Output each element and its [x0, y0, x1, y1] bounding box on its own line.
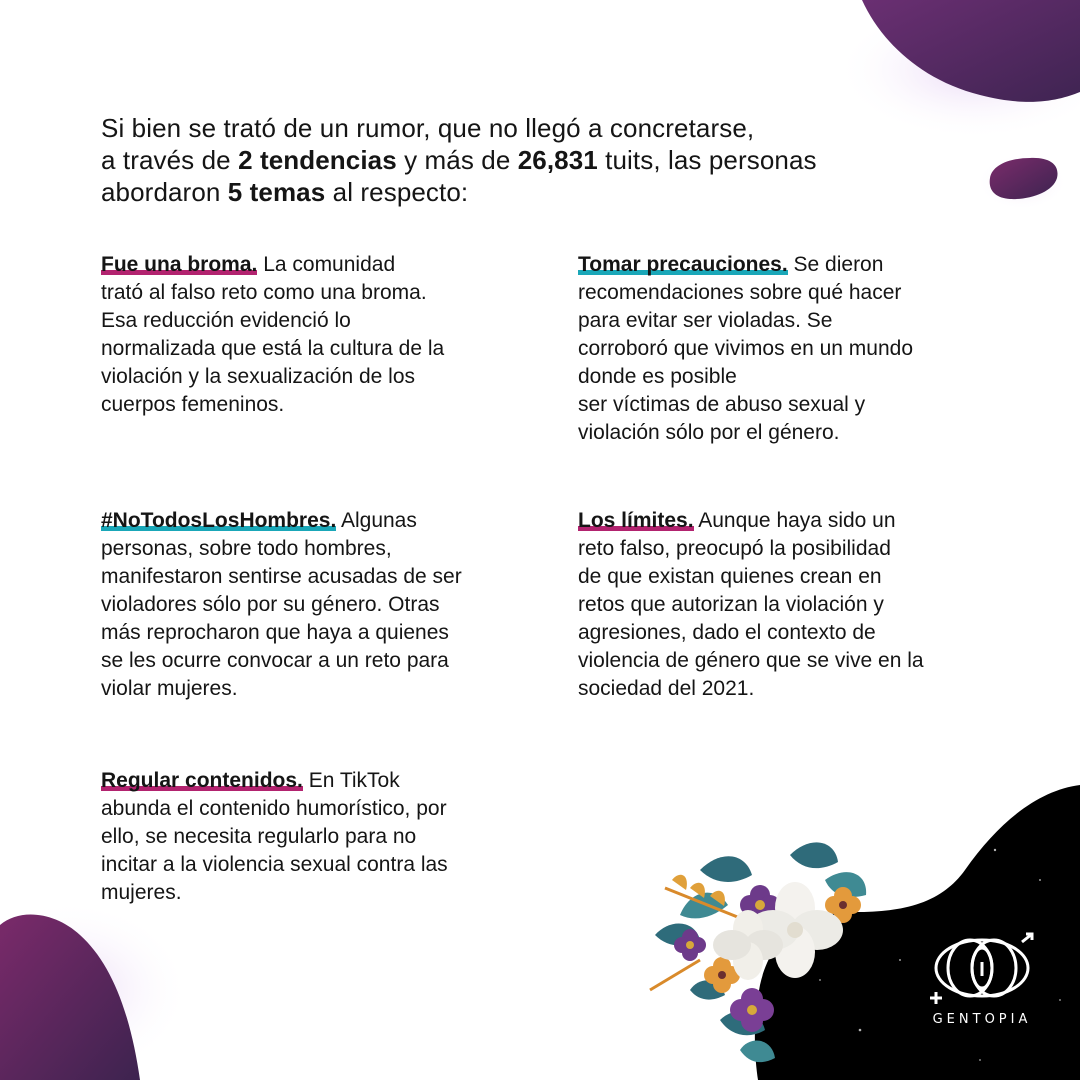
highlight-tendencias: 2 tendencias [238, 145, 397, 175]
intro-line-2: a través de 2 tendencias y más de 26,831 tuits, las personas [101, 145, 817, 175]
topic-no-todos-los-hombres: #NoTodosLosHombres. Algunas personas, sobre todo hombres, manifestaron sentirse acusadas de ser violadores sólo por su género. Otras más reprocharon que haya a quienes se les ocurre convocar a un reto para violar mujeres. [101, 509, 462, 700]
intro-paragraph [101, 112, 961, 208]
highlight-tuits-count: 26,831 [517, 145, 598, 175]
topic-fue-una-broma: Fue una broma. La comunidad trató al falso reto como una broma. Esa reducción evidenció lo normalizada que está la cultura de la violación y la sexualización de los cuerpos femeninos. [101, 253, 445, 416]
topic-heading: #NoTodosLosHombres. [101, 509, 337, 532]
topic-los-limites: Los límites. Aunque haya sido un reto falso, preocupó la posibilidad de que existan quienes crean en retos que autorizan la violación y agresiones, dado el contexto de violencia de género que se vive en la sociedad del 2021. [578, 509, 924, 700]
topic-heading: Regular contenidos. [101, 769, 303, 792]
topic-heading: Fue una broma. [101, 253, 258, 276]
topic-heading: Tomar precauciones. [578, 253, 788, 276]
brand-name: GENTOPIA [932, 1012, 1032, 1027]
topic-tomar-precauciones: Tomar precauciones. Se dieron recomendaciones sobre qué hacer para evitar ser violadas. Se corroboró que vivimos en un mundo donde es posible ser víctimas de abuso sexual y violación sólo por el género. [578, 253, 914, 444]
intro-line-1: Si bien se trató de un rumor, que no llegó a concretarse, [101, 113, 755, 143]
intro-line-3: abordaron 5 temas al respecto: [101, 177, 469, 207]
highlight-temas: 5 temas [227, 177, 326, 207]
topic-regular-contenidos: Regular contenidos. En TikTok abunda el contenido humorístico, por ello, se necesita regularlo para no incitar a la violencia sexual contra las mujeres. [101, 769, 448, 904]
topic-heading: Los límites. [578, 509, 694, 532]
